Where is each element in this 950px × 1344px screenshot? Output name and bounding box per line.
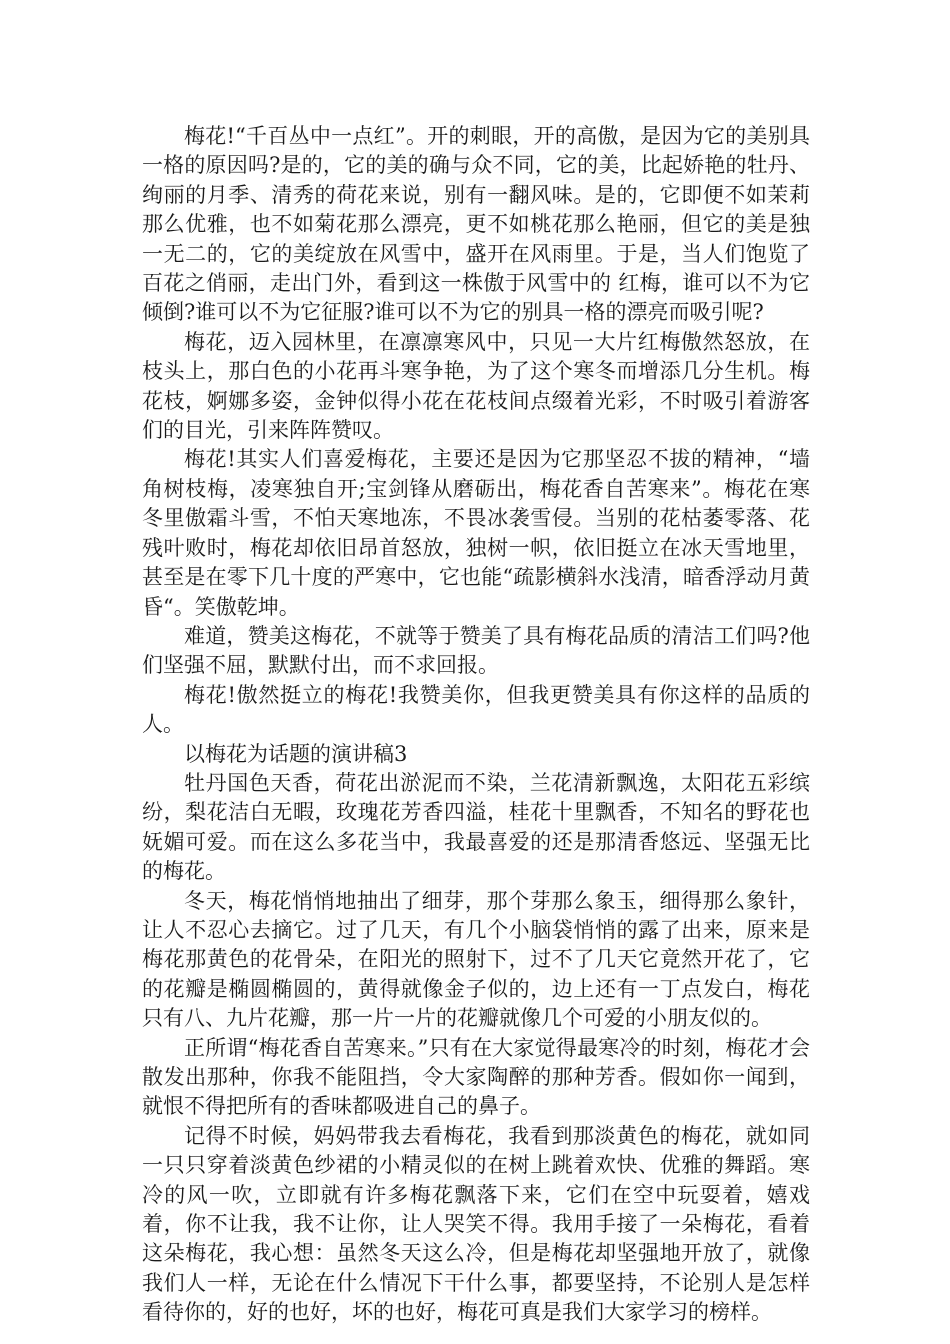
paragraph-5: 梅花!傲然挺立的梅花!我赞美你，但我更赞美具有你这样的品质的人。 — [142, 682, 810, 737]
paragraph-4: 难道，赞美这梅花，不就等于赞美了具有梅花品质的清洁工们吗?他们坚强不屈，默默付出，而不求回报。 — [142, 623, 810, 678]
paragraph-6: 牡丹国色天香，荷花出淤泥而不染，兰花清新飘逸，太阳花五彩缤纷，梨花洁白无暇，玫瑰花芳香四溢，桂花十里飘香，不知名的野花也妩媚可爱。而在这么多花当中，我最喜爱的还是那清香悠远、坚强无比的梅花。 — [142, 770, 810, 884]
paragraph-7: 冬天，梅花悄悄地抽出了细芽，那个芽那么象玉，细得那么象针，让人不忍心去摘它。过了几天，有几个小脑袋悄悄的露了出来，原来是梅花那黄色的花骨朵，在阳光的照射下，过不了几天它竟然开花了，它的花瓣是椭圆椭圆的，黄得就像金子似的，边上还有一丁点发白，梅花只有八、九片花瓣，那一片一片的花瓣就像几个可爱的小朋友似的。 — [142, 888, 810, 1031]
document-page — [142, 122, 810, 1328]
paragraph-8: 正所谓“梅花香自苦寒来。”只有在大家觉得最寒冷的时刻，梅花才会散发出那种，你我不能阻挡，令大家陶醉的那种芳香。假如你一闻到，就恨不得把所有的香味都吸进自己的鼻子。 — [142, 1035, 810, 1119]
section-heading: 以梅花为话题的演讲稿3 — [184, 741, 408, 766]
paragraph-3: 梅花!其实人们喜爱梅花，主要还是因为它那坚忍不拔的精神，“墙角树枝梅，凌寒独自开;宝剑锋从磨砺出，梅花香自苦寒来”。梅花在寒冬里傲霜斗雪，不怕天寒地冻，不畏冰袭雪侵。当别的花枯萎零落、花残叶败时，梅花却依旧昂首怒放，独树一帜，依旧挺立在冰天雪地里，甚至是在零下几十度的严寒中，它也能“疏影横斜水浅清，暗香浮动月黄昏“。笑傲乾坤。 — [142, 447, 810, 619]
paragraph-2: 梅花，迈入园林里，在凛凛寒风中，只见一大片红梅傲然怒放，在枝头上，那白色的小花再斗寒争艳，为了这个寒冬而增添几分生机。梅花枝，婀娜多姿，金钟似得小花在花枝间点缀着光彩，不时吸引着游客们的目光，引来阵阵赞叹。 — [142, 329, 810, 443]
paragraph-1: 梅花!“千百丛中一点红”。开的刺眼，开的高傲，是因为它的美别具一格的原因吗?是的，它的美的确与众不同，它的美，比起娇艳的牡丹、绚丽的月季、清秀的荷花来说，别有一翻风味。是的，它即便不如茉莉那么优雅，也不如菊花那么漂亮，更不如桃花那么艳丽，但它的美是独一无二的，它的美绽放在风雪中，盛开在风雨里。于是，当人们饱览了百花之俏丽，走出门外，看到这一株傲于风雪中的 红梅，谁可以不为它倾倒?谁可以不为它征服?谁可以不为它的别具一格的漂亮而吸引呢? — [142, 124, 810, 325]
paragraph-9: 记得不时候，妈妈带我去看梅花，我看到那淡黄色的梅花，就如同一只只穿着淡黄色纱裙的小精灵似的在树上跳着欢快、优雅的舞蹈。寒冷的风一吹，立即就有许多梅花飘落下来，它们在空中玩耍着，嬉戏着，你不让我，我不让你，让人哭笑不得。我用手接了一朵梅花，看着这朵梅花，我心想：虽然冬天这么冷，但是梅花却坚强地开放了，就像我们人一样，无论在什么情况下干什么事，都要坚持，不论别人是怎样看待你的，好的也好，坏的也好，梅花可真是我们大家学习的榜样。 — [142, 1123, 810, 1325]
